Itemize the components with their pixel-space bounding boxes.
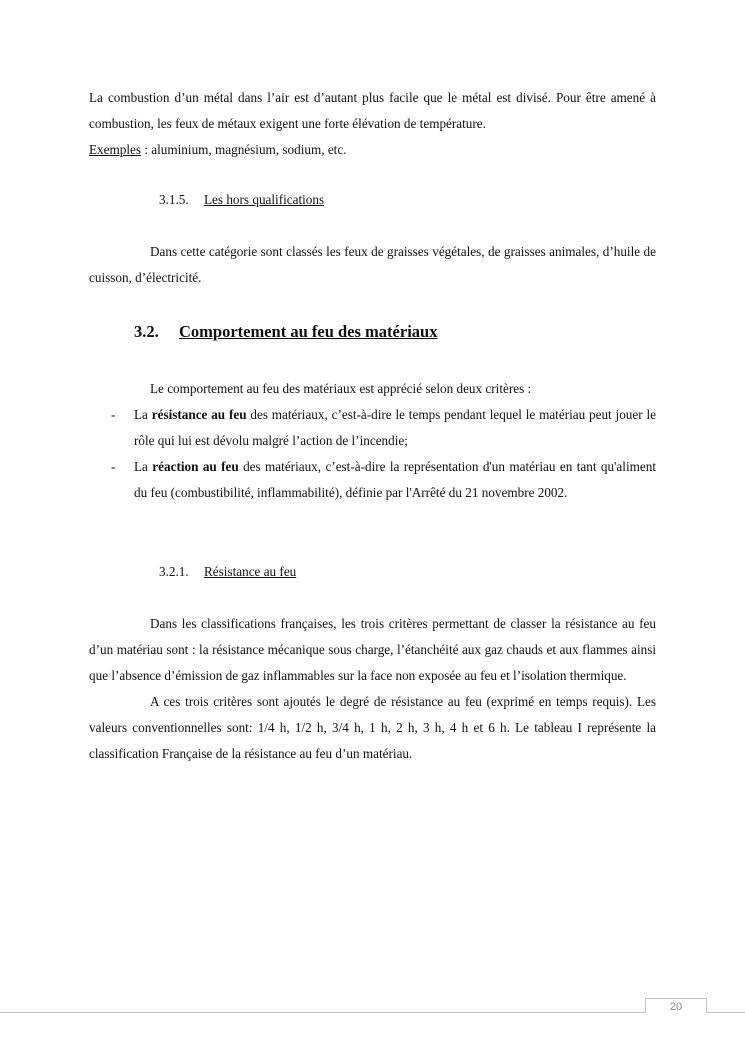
bullet-dash: - bbox=[111, 407, 116, 422]
heading-3-2-1 bbox=[159, 562, 296, 582]
heading-title: Comportement au feu des matériaux bbox=[179, 322, 438, 341]
paragraph-resistance-criteria: Dans les classifications françaises, les trois critères permettant de classer la résistance au feu d’un matériau sont : la résistance mécanique sous charge, l’étanchéité aux gaz chauds et aux flammes ainsi que l’absence d’émission de gaz inflammables sur la face non exposée au feu et l’isolation thermique. bbox=[89, 616, 656, 683]
heading-3-2 bbox=[134, 321, 437, 343]
paragraph-comportement-intro: Le comportement au feu des matériaux est apprécié selon deux critères : bbox=[150, 381, 532, 396]
paragraph-hors-qualifications: Dans cette catégorie sont classés les feux de graisses végétales, de graisses animales, d’huile de cuisson, d’électricité. bbox=[89, 244, 656, 285]
examples-text: : aluminium, magnésium, sodium, etc. bbox=[141, 142, 347, 157]
footer-rule bbox=[0, 1012, 745, 1013]
heading-3-1-5 bbox=[159, 190, 324, 210]
page-number-box bbox=[645, 998, 707, 1013]
criteria-list bbox=[89, 402, 656, 506]
bullet-text: des matériaux, c’est-à-dire la représentation d'un matériau en tant qu'aliment du feu (combustibilité, inflammabilité), définie par l'Arrêté du 21 novembre 2002. bbox=[134, 459, 656, 500]
bullet-bold-term: réaction au feu bbox=[152, 459, 239, 474]
bullet-prefix: La bbox=[134, 459, 153, 474]
bullet-bold-term: résistance au feu bbox=[151, 407, 247, 422]
heading-number: 3.1.5. bbox=[159, 192, 189, 207]
page-number: 20 bbox=[669, 1001, 683, 1013]
heading-title: Résistance au feu bbox=[204, 564, 297, 579]
intro-paragraph bbox=[89, 85, 656, 163]
intro-text: La combustion d’un métal dans l’air est d’autant plus facile que le métal est divisé. Pour être amené à combustion, les feux de métaux exigent une forte élévation de température. bbox=[89, 90, 656, 131]
heading-number: 3.2. bbox=[134, 322, 159, 341]
list-item bbox=[89, 454, 656, 506]
bullet-prefix: La bbox=[134, 407, 152, 422]
bullet-text: des matériaux, c’est-à-dire le temps pendant lequel le matériau peut jouer le rôle qui lui est dévolu malgré l’action de l’incendie; bbox=[134, 407, 656, 448]
list-item bbox=[89, 402, 656, 454]
resistance-body bbox=[89, 611, 656, 767]
examples-label: Exemples bbox=[89, 142, 142, 157]
heading-number: 3.2.1. bbox=[159, 564, 189, 579]
bullet-dash: - bbox=[111, 459, 116, 474]
paragraph-resistance-values: A ces trois critères sont ajoutés le degré de résistance au feu (exprimé en temps requis). Les valeurs conventionnelles sont: 1/4 h, 1/2 h, 3/4 h, 1 h, 2 h, 3 h, 4 h et 6 h. Le tableau I représente la classification Française de la résistance au feu d’un matériau. bbox=[89, 694, 656, 761]
heading-title: Les hors qualifications bbox=[204, 192, 325, 207]
